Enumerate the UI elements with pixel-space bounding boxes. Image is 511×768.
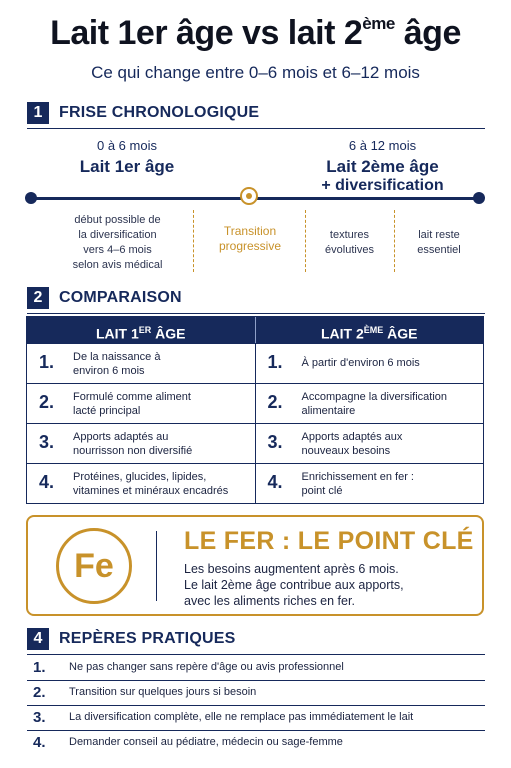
page-subtitle: Ce qui change entre 0–6 mois et 6–12 mois xyxy=(91,63,420,82)
timeline-right-label: 6 à 12 mois Lait 2ème âge + diversification xyxy=(321,138,444,194)
section-4-header xyxy=(27,628,485,655)
section-number: 2 xyxy=(27,287,49,309)
timeline-divider xyxy=(193,210,194,272)
iron-callout-box xyxy=(26,515,484,616)
comparison-table xyxy=(26,316,484,504)
table-row: 3. Apports adaptés au nourrisson non diversifié 3. Apports adaptés aux nouveaux besoins xyxy=(27,423,483,463)
section-title: REPÈRES PRATIQUES xyxy=(59,630,236,647)
table-row: 4. Protéines, glucides, lipides, vitamines et minéraux encadrés 4. Enrichissement en fer : point clé xyxy=(27,463,483,503)
table-header xyxy=(27,317,483,343)
iron-callout-title: LE FER : LE POINT CLÉ xyxy=(184,527,474,555)
timeline-desc-mid: Transition progressive xyxy=(218,224,282,253)
list-item: 1. Ne pas changer sans repère d'âge ou avis professionnel xyxy=(27,655,485,681)
iron-fe-icon: Fe xyxy=(56,528,132,604)
section-1-header xyxy=(27,102,485,129)
timeline-left-label: 0 à 6 mois Lait 1er âge xyxy=(79,138,175,176)
column-header-2eme-age: LAIT 2ÈME ÂGE xyxy=(320,325,418,342)
section-number: 1 xyxy=(27,102,49,124)
timeline-transition-marker xyxy=(240,187,258,205)
timeline-desc-right2: lait reste essentiel xyxy=(417,229,461,256)
iron-callout-text: Les besoins augmentent après 6 mois. Le lait 2ème âge contribue aux apports, avec les aliments riches en fer. xyxy=(184,562,404,608)
timeline-start-dot xyxy=(25,192,37,204)
list-item: 3. La diversification complète, elle ne remplace pas immédiatement le lait xyxy=(27,705,485,731)
section-title: COMPARAISON xyxy=(59,289,182,306)
timeline-divider xyxy=(305,210,306,272)
table-row: 1. De la naissance à environ 6 mois 1. À partir d'environ 6 mois xyxy=(27,343,483,383)
table-row: 2. Formulé comme aliment lacté principal 2. Accompagne la diversification alimentaire xyxy=(27,383,483,423)
timeline-divider xyxy=(394,210,395,272)
section-title: FRISE CHRONOLOGIQUE xyxy=(59,104,260,121)
timeline-desc-right1: textures évolutives xyxy=(325,229,374,256)
list-item: 4. Demander conseil au pédiatre, médecin ou sage-femme xyxy=(33,734,343,751)
column-header-1er-age: LAIT 1ER ÂGE xyxy=(27,317,256,343)
list-item: 2. Transition sur quelques jours si besoin xyxy=(27,680,485,706)
divider xyxy=(156,531,157,601)
page-title: Lait 1er âge vs lait 2ème âge xyxy=(50,14,461,52)
section-2-header xyxy=(27,287,485,314)
timeline-end-dot xyxy=(473,192,485,204)
section-number: 4 xyxy=(27,628,49,650)
timeline-desc-left: début possible de la diversification vers 4–6 mois selon avis médical xyxy=(72,214,163,271)
